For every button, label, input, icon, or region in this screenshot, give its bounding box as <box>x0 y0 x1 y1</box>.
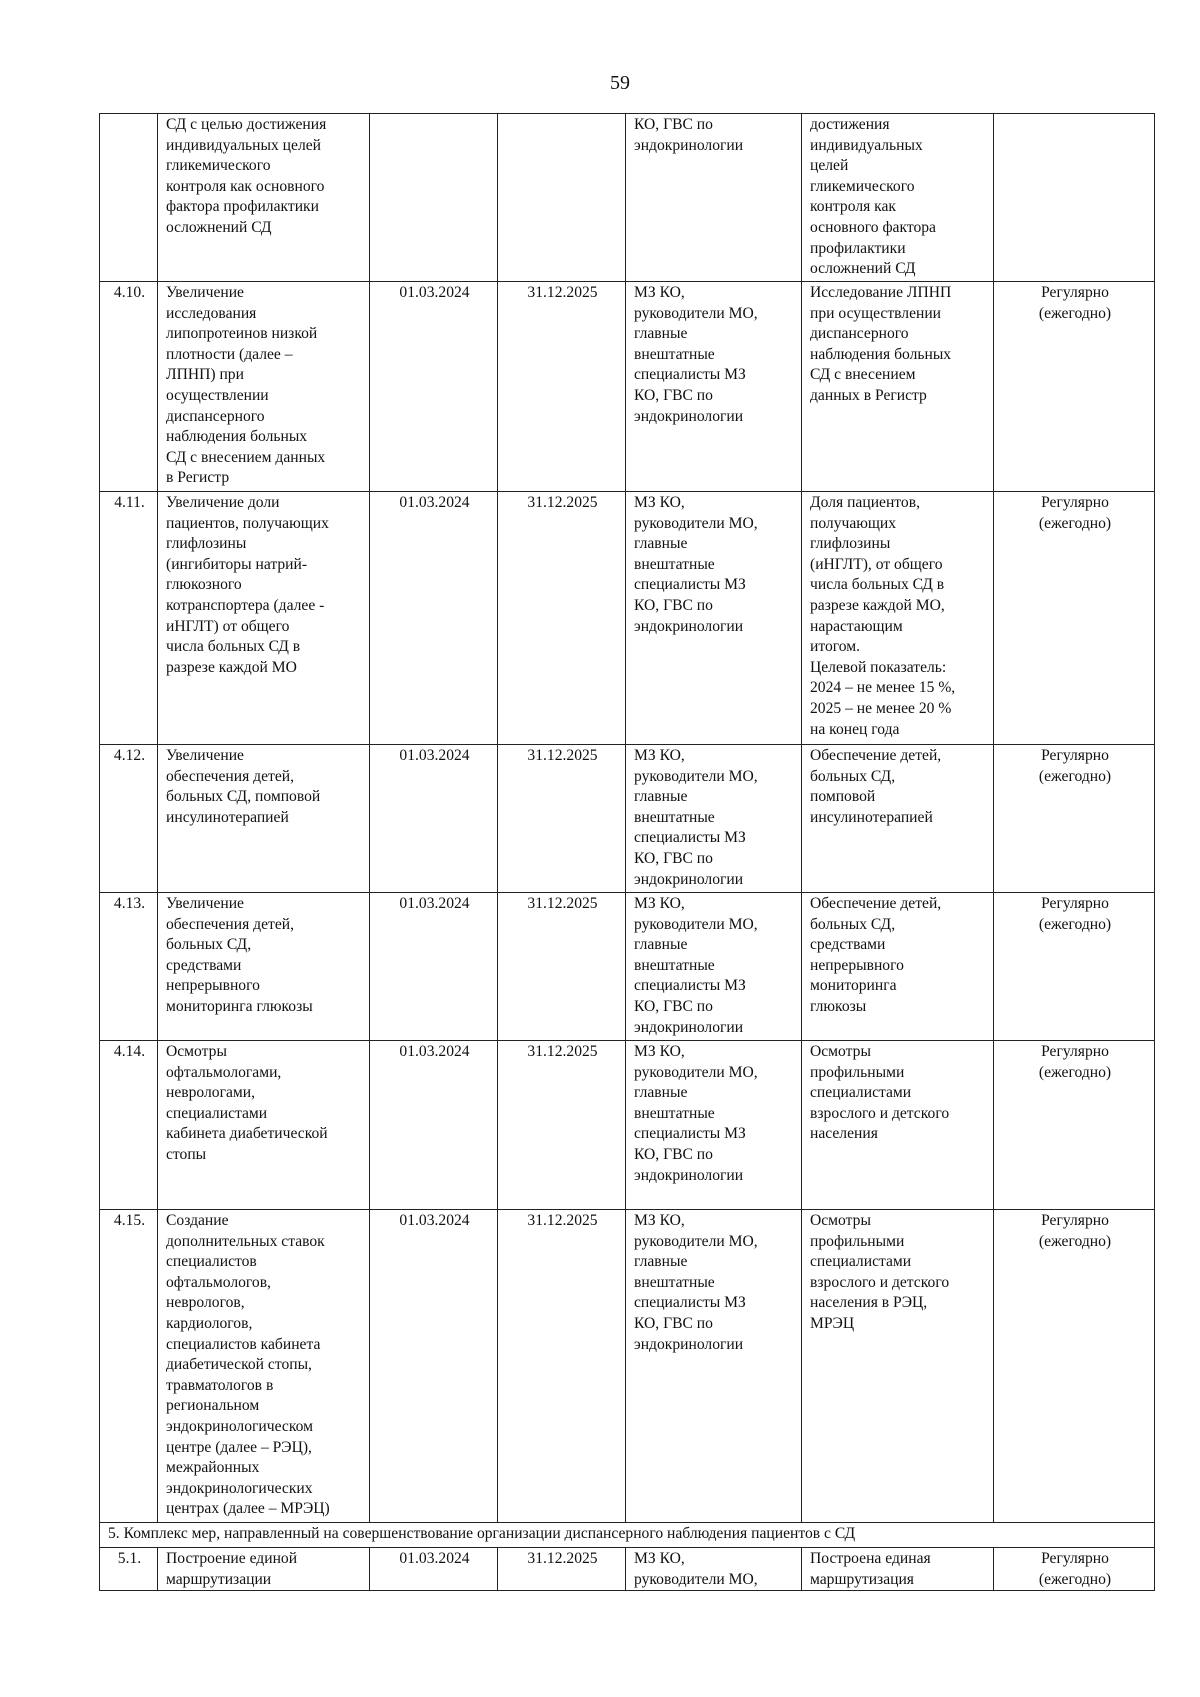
period-cell: Регулярно (ежегодно) <box>994 282 1155 492</box>
table-row-4-13 <box>100 893 1155 1041</box>
table-row-4-15 <box>100 1210 1155 1523</box>
responsible-cell: МЗ КО, руководители МО, <box>626 1548 802 1591</box>
row-number: 4.11. <box>100 492 158 745</box>
end-date-cell: 31.12.2025 <box>498 1210 626 1523</box>
result-cell: Исследование ЛПНП при осуществлении диспансерного наблюдения больных СД с внесением данных в Регистр <box>802 282 994 492</box>
measure-cell: Увеличение обеспечения детей, больных СД, помповой инсулинотерапией <box>158 745 370 893</box>
start-date-cell: 01.03.2024 <box>370 1548 498 1591</box>
measure-cell: Увеличение обеспечения детей, больных СД, средствами непрерывного мониторинга глюкозы <box>158 893 370 1041</box>
row-number: 4.14. <box>100 1041 158 1210</box>
end-date-cell: 31.12.2025 <box>498 1548 626 1591</box>
period-cell: Регулярно (ежегодно) <box>994 492 1155 745</box>
section-title: 5. Комплекс мер, направленный на совершенствование организации диспансерного наблюдения пациентов с СД <box>100 1523 1155 1548</box>
table-row-4-14 <box>100 1041 1155 1210</box>
start-date-cell: 01.03.2024 <box>370 282 498 492</box>
table-row-4-11 <box>100 492 1155 745</box>
row-number: 4.13. <box>100 893 158 1041</box>
start-date-cell: 01.03.2024 <box>370 893 498 1041</box>
end-date-cell: 31.12.2025 <box>498 745 626 893</box>
section-header-row <box>100 1523 1155 1548</box>
end-date-cell: 31.12.2025 <box>498 492 626 745</box>
table-row-4-12 <box>100 745 1155 893</box>
result-cell: Построена единая маршрутизация <box>802 1548 994 1591</box>
start-date-cell: 01.03.2024 <box>370 745 498 893</box>
responsible-cell: МЗ КО, руководители МО, главные внештатные специалисты МЗ КО, ГВС по эндокринологии <box>626 893 802 1041</box>
responsible-cell: МЗ КО, руководители МО, главные внештатные специалисты МЗ КО, ГВС по эндокринологии <box>626 1210 802 1523</box>
measure-cell: Увеличение исследования липопротеинов низкой плотности (далее – ЛПНП) при осуществлении диспансерного наблюдения больных СД с внесением данных в Регистр <box>158 282 370 492</box>
row-number: 4.12. <box>100 745 158 893</box>
table-row-4-10 <box>100 282 1155 492</box>
start-date-cell: 01.03.2024 <box>370 1041 498 1210</box>
end-date-cell: 31.12.2025 <box>498 282 626 492</box>
table-row-5-1 <box>100 1548 1155 1591</box>
result-cell: Обеспечение детей, больных СД, помповой инсулинотерапией <box>802 745 994 893</box>
measure-cell: СД с целью достижения индивидуальных целей гликемического контроля как основного фактора профилактики осложнений СД <box>158 114 370 282</box>
end-date-cell <box>498 114 626 282</box>
end-date-cell: 31.12.2025 <box>498 893 626 1041</box>
period-cell <box>994 114 1155 282</box>
result-cell: достижения индивидуальных целей гликемического контроля как основного фактора профилактики осложнений СД <box>802 114 994 282</box>
responsible-cell: МЗ КО, руководители МО, главные внештатные специалисты МЗ КО, ГВС по эндокринологии <box>626 745 802 893</box>
row-number: 4.15. <box>100 1210 158 1523</box>
measure-cell: Создание дополнительных ставок специалистов офтальмологов, неврологов, кардиологов, специалистов кабинета диабетической стопы, травматологов в региональном эндокринологическом центре (далее – РЭЦ), межрайонных эндокринологических центрах (далее – МРЭЦ) <box>158 1210 370 1523</box>
row-number <box>100 114 158 282</box>
measure-cell: Осмотры офтальмологами, неврологами, специалистами кабинета диабетической стопы <box>158 1041 370 1210</box>
result-cell: Осмотры профильными специалистами взрослого и детского населения в РЭЦ, МРЭЦ <box>802 1210 994 1523</box>
result-cell: Осмотры профильными специалистами взрослого и детского населения <box>802 1041 994 1210</box>
start-date-cell: 01.03.2024 <box>370 492 498 745</box>
measure-cell: Увеличение доли пациентов, получающих глифлозины (ингибиторы натрий- глюкозного котранспортера (далее - иНГЛТ) от общего числа больных СД в разрезе каждой МО <box>158 492 370 745</box>
responsible-cell: МЗ КО, руководители МО, главные внештатные специалисты МЗ КО, ГВС по эндокринологии <box>626 282 802 492</box>
measure-cell: Построение единой маршрутизации <box>158 1548 370 1591</box>
result-cell: Доля пациентов, получающих глифлозины (иНГЛТ), от общего числа больных СД в разрезе каждой МО, нарастающим итогом. Целевой показатель: 2024 – не менее 15 %, 2025 – не менее 20 % на конец года <box>802 492 994 745</box>
responsible-cell: МЗ КО, руководители МО, главные внештатные специалисты МЗ КО, ГВС по эндокринологии <box>626 1041 802 1210</box>
responsible-cell: КО, ГВС по эндокринологии <box>626 114 802 282</box>
action-plan-table <box>99 113 1155 1591</box>
result-cell: Обеспечение детей, больных СД, средствами непрерывного мониторинга глюкозы <box>802 893 994 1041</box>
period-cell: Регулярно (ежегодно) <box>994 893 1155 1041</box>
period-cell: Регулярно (ежегодно) <box>994 745 1155 893</box>
end-date-cell: 31.12.2025 <box>498 1041 626 1210</box>
period-cell: Регулярно (ежегодно) <box>994 1210 1155 1523</box>
row-number: 5.1. <box>100 1548 158 1591</box>
table-row-continuation <box>100 114 1155 282</box>
page-number: 59 <box>610 72 630 94</box>
period-cell: Регулярно (ежегодно) <box>994 1041 1155 1210</box>
start-date-cell: 01.03.2024 <box>370 1210 498 1523</box>
start-date-cell <box>370 114 498 282</box>
row-number: 4.10. <box>100 282 158 492</box>
responsible-cell: МЗ КО, руководители МО, главные внештатные специалисты МЗ КО, ГВС по эндокринологии <box>626 492 802 745</box>
period-cell: Регулярно (ежегодно) <box>994 1548 1155 1591</box>
